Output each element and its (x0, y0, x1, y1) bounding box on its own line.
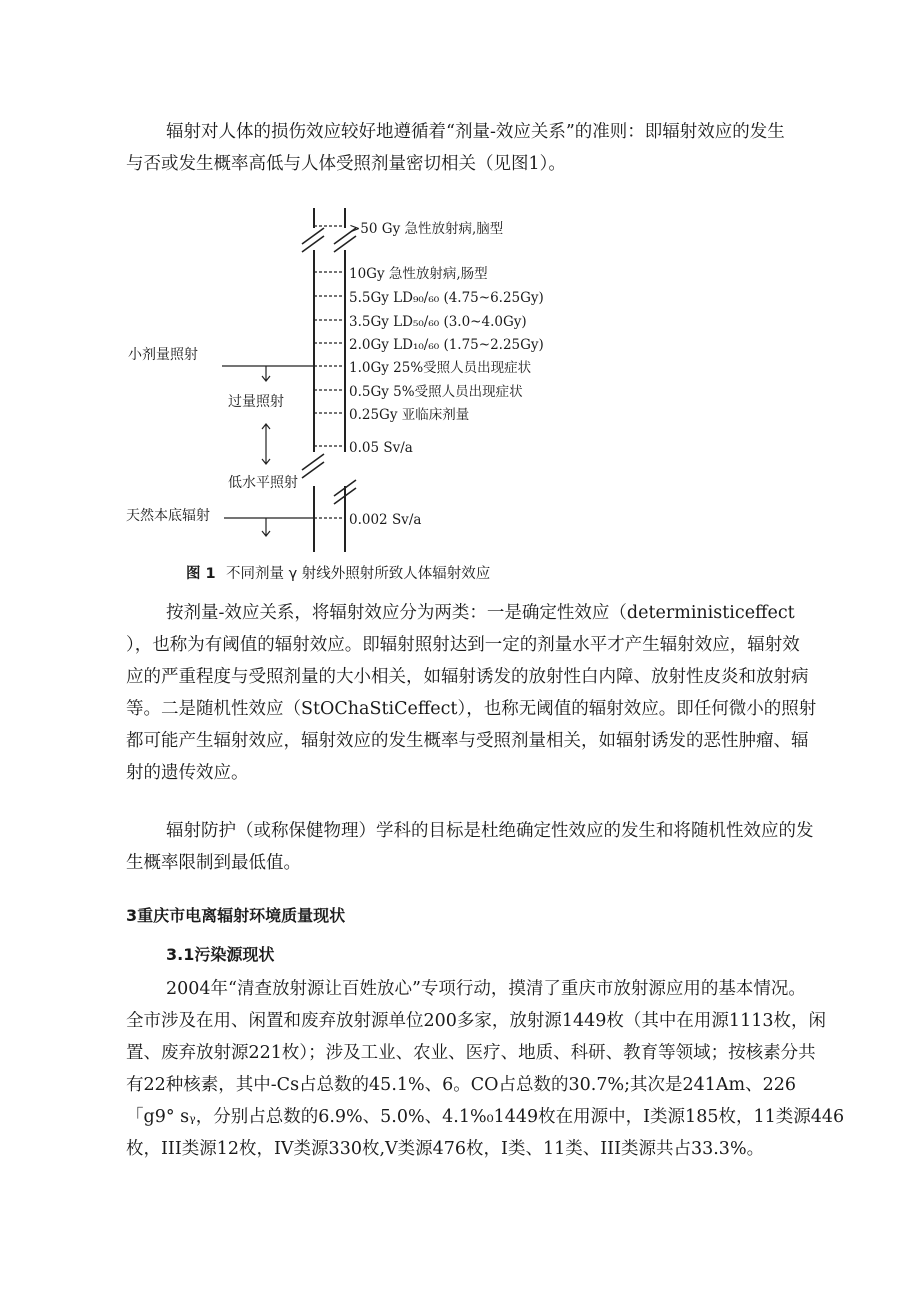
dose-label: 0.05 Sv/a (349, 440, 413, 456)
subsection-heading: 3.1污染源现状 (166, 945, 275, 964)
dose-label: 0.5Gy 5%受照人员出现症状 (349, 384, 523, 400)
text-line: 射的遗传效应。 (126, 763, 249, 783)
text-line: 按剂量-效应关系，将辐射效应分为两类：一是确定性效应（deterministiceffect (166, 603, 795, 623)
text-line: 「g9° sᵧ，分别占总数的6.9%、5.0%、4.1%₀1449枚在用源中，I类源185枚，11类源446 (126, 1107, 845, 1127)
dose-label: 0.25Gy 亚临床剂量 (349, 407, 470, 423)
text-line: 2004年“清查放射源让百姓放心”专项行动，摸清了重庆市放射源应用的基本情况。 (166, 979, 806, 999)
text-line: 辐射防护（或称保健物理）学科的目标是杜绝确定性效应的发生和将随机性效应的发 (166, 821, 814, 841)
figure-caption: 不同剂量 γ 射线外照射所致人体辐射效应 (226, 566, 491, 582)
arrow-updown (262, 424, 270, 464)
text-line: 全市涉及在用、闲置和废弃放射源单位200多家，放射源1449枚（其中在用源1113枚，闲 (126, 1011, 826, 1031)
dose-label: 2.0Gy LD₁₀/₆₀ (1.75~2.25Gy) (349, 337, 544, 353)
arrow-down (262, 518, 270, 536)
text-line: 辐射对人体的损伤效应较好地遵循着“剂量-效应关系”的准则：即辐射效应的发生 (166, 122, 785, 142)
text-line: 等。二是随机性效应（StOChaStiCeffect），也称无阈值的辐射效应。即任何微小的照射 (126, 699, 817, 719)
zone-label-low-level: 低水平照射 (228, 475, 298, 491)
paragraph-effects (126, 597, 817, 789)
dose-effect-figure (0, 0, 920, 600)
text-line: 置、废弃放射源221枚）；涉及工业、农业、医疗、地质、科研、教育等领域；按核素分共 (126, 1043, 816, 1063)
text-line: 应的严重程度与受照剂量的大小相关，如辐射诱发的放射性白内障、放射性皮炎和放射病 (126, 667, 809, 687)
zone-label-small-dose: 小剂量照射 (128, 347, 198, 363)
dose-label: 10Gy 急性放射病,肠型 (349, 266, 488, 282)
text-line: 与否或发生概率高低与人体受照剂量密切相关（见图1）。 (126, 154, 566, 174)
zone-label-background: 天然本底辐射 (126, 508, 210, 524)
axis-break-mark (302, 228, 324, 252)
figure-number: 图 1 (186, 566, 216, 582)
paragraph-pollution-sources (126, 973, 845, 1165)
dose-label: >50 Gy 急性放射病,脑型 (349, 221, 504, 237)
axis-break-mark (302, 454, 324, 478)
text-line: ），也称为有阈值的辐射效应。即辐射照射达到一定的剂量水平才产生辐射效应，辐射效 (126, 635, 800, 655)
dose-tick-lines (314, 226, 345, 518)
zone-label-over-dose: 过量照射 (228, 394, 284, 410)
dose-label: 1.0Gy 25%受照人员出现症状 (349, 360, 532, 376)
zone-arrows (262, 366, 270, 536)
text-line: 都可能产生辐射效应，辐射效应的发生概率与受照剂量相关，如辐射诱发的恶性肿瘤、辐 (126, 731, 809, 751)
arrow-down (262, 366, 270, 381)
dose-label: 3.5Gy LD₅₀/₆₀ (3.0~4.0Gy) (349, 314, 527, 330)
text-line: 有22种核素，其中-Cs占总数的45.1%、6。CO占总数的30.7%;其次是241Am、226 (126, 1075, 797, 1095)
paragraph-goal (126, 815, 814, 879)
section-heading: 3重庆市电离辐射环境质量现状 (126, 906, 346, 925)
dose-label: 0.002 Sv/a (349, 512, 422, 528)
text-line: 枚，III类源12枚，IV类源330枚,V类源476枚，I类、11类、III类源共占33.3%。 (126, 1139, 765, 1159)
dose-label: 5.5Gy LD₉₀/₆₀ (4.75~6.25Gy) (349, 290, 544, 306)
text-line: 生概率限制到最低值。 (126, 853, 301, 873)
